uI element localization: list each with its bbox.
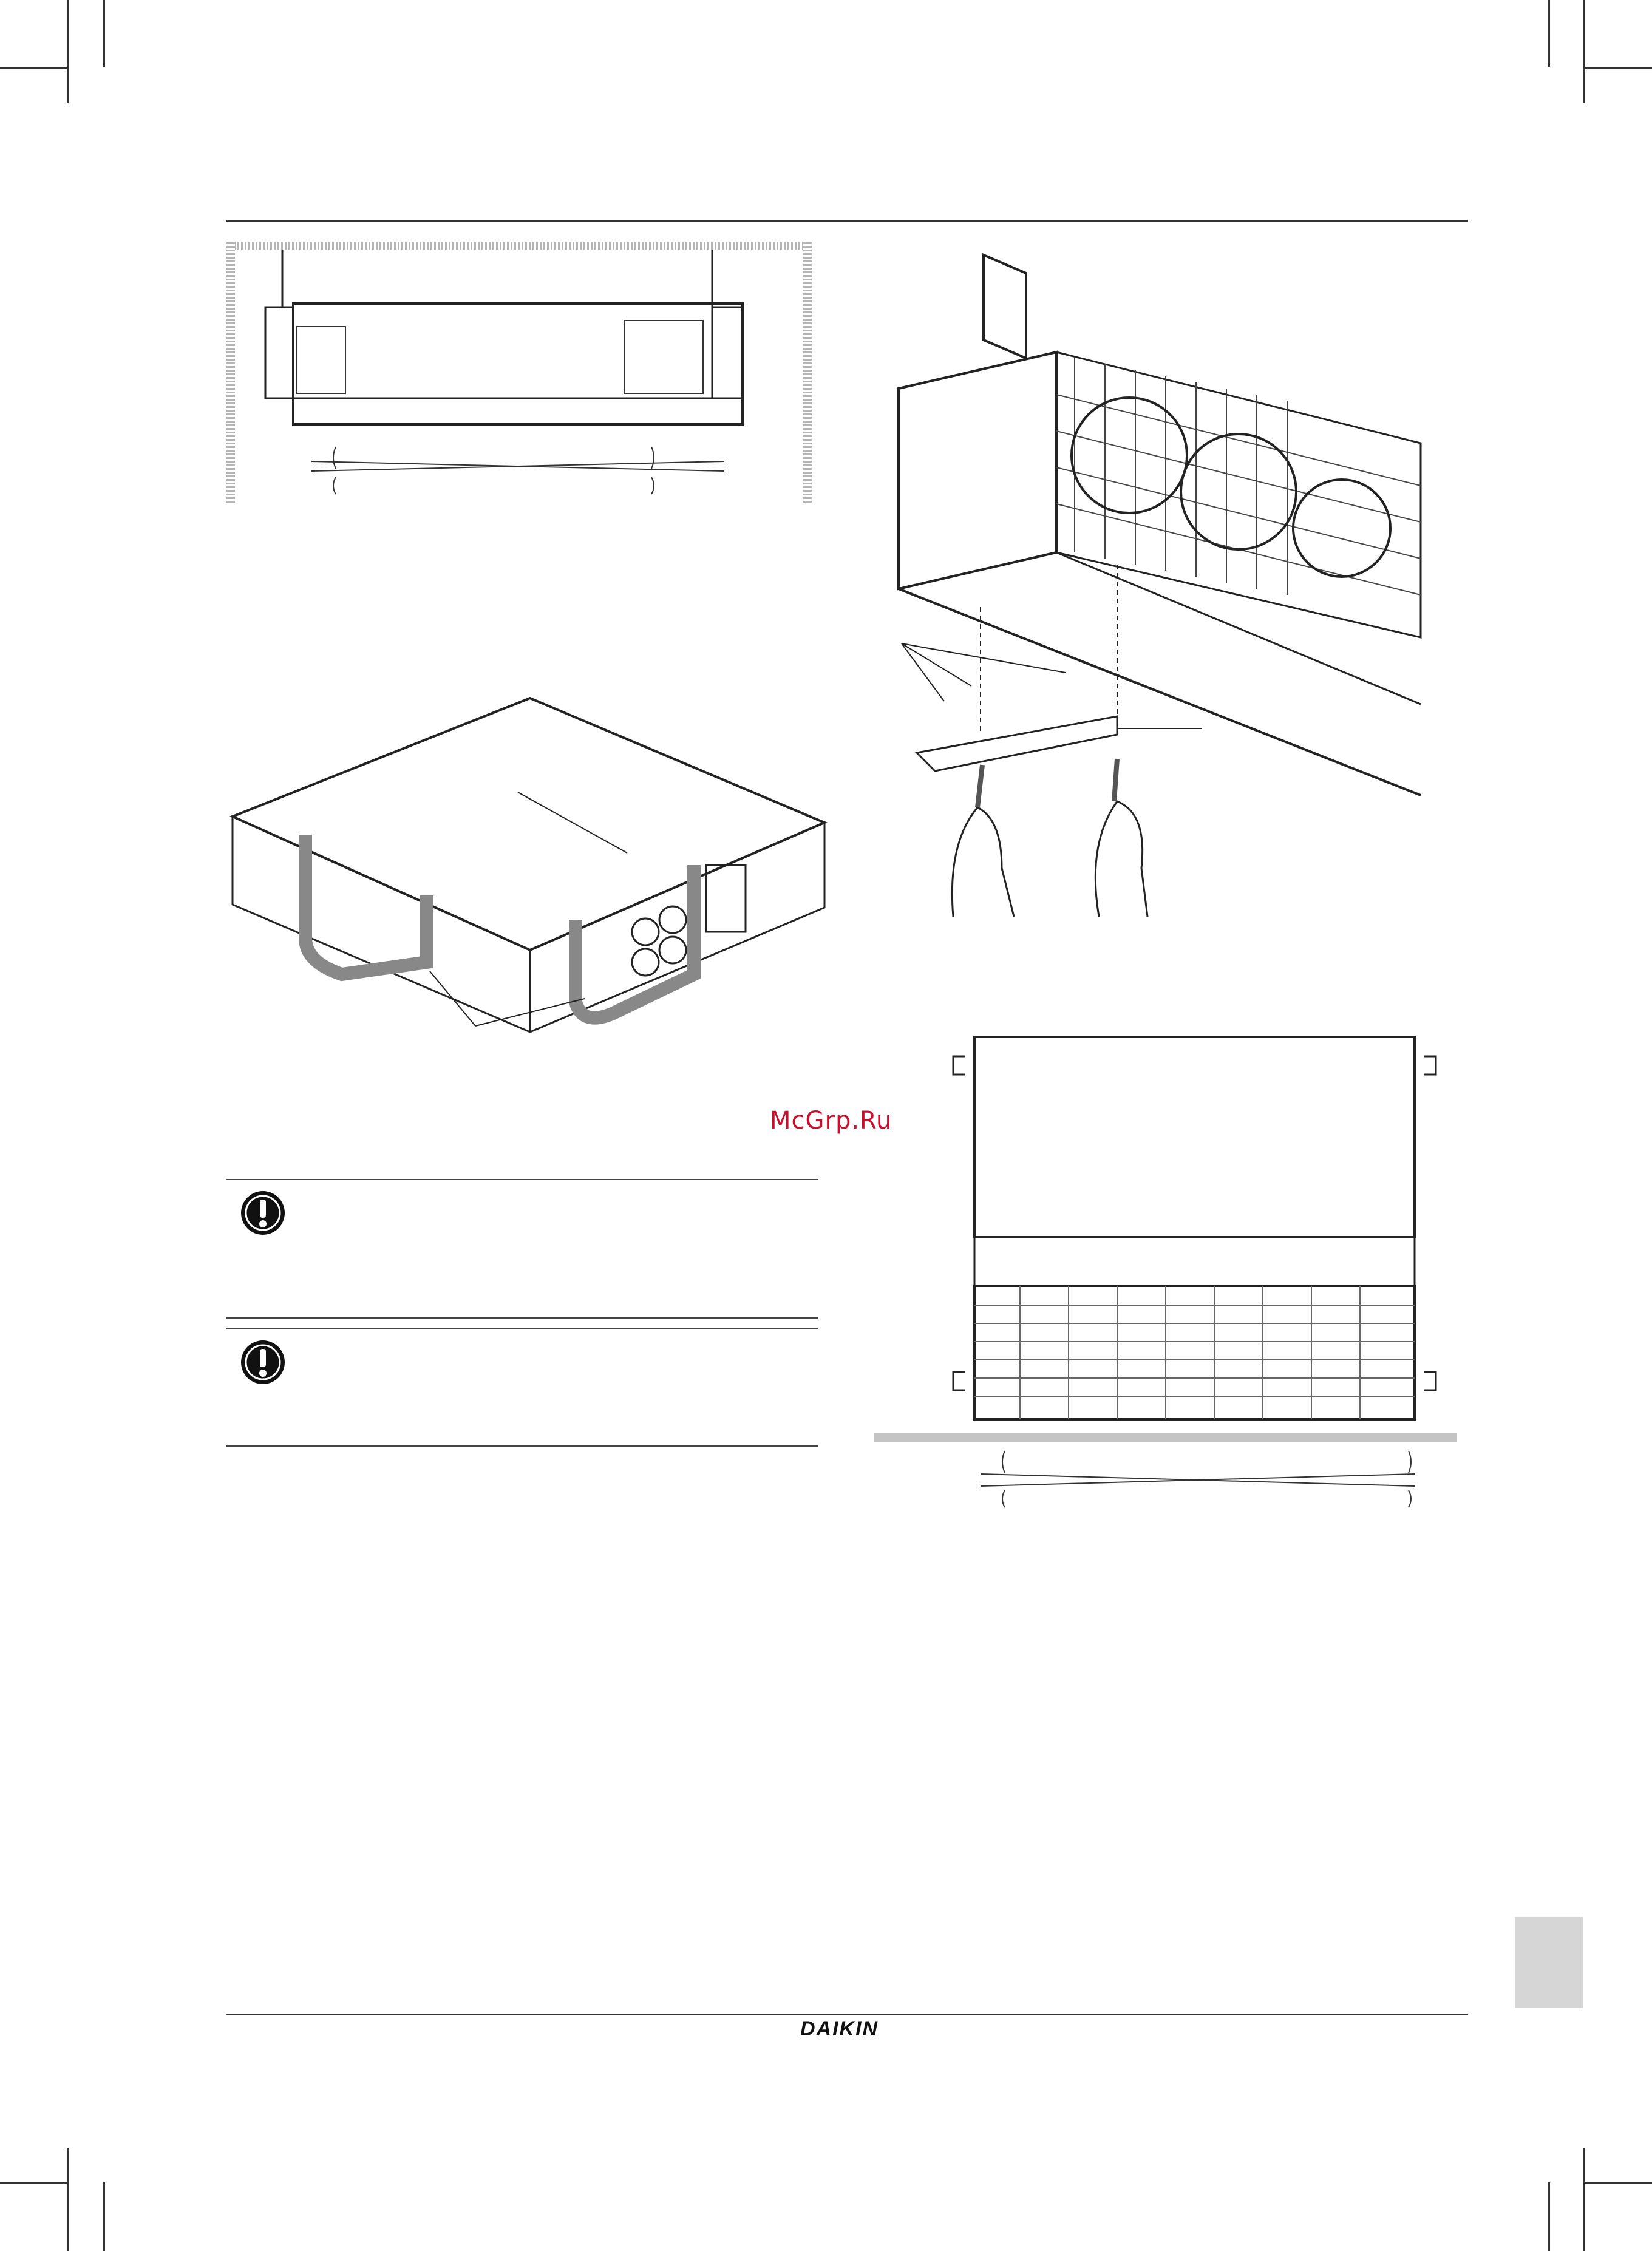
brand-logo: DAIKIN <box>800 2017 879 2040</box>
side-tab <box>1515 1917 1583 2008</box>
notice-box-1 <box>226 1179 818 1319</box>
crop-mark <box>1548 2182 1550 2251</box>
watermark-text: McGrp.Ru <box>770 1107 892 1135</box>
crop-mark <box>103 2182 105 2251</box>
crop-mark <box>67 2148 69 2251</box>
unit-back-drawing <box>874 1032 1457 1518</box>
figure-unit-underside-handle-bracket <box>874 249 1421 944</box>
exclamation-icon <box>240 1339 286 1385</box>
footer-rule <box>226 2014 1468 2015</box>
figure-unit-level-check-front <box>226 242 812 503</box>
unit-underside-drawing <box>874 249 1421 944</box>
crop-mark <box>1583 0 1585 103</box>
notice-box-2 <box>226 1328 818 1447</box>
crop-mark <box>1583 2148 1585 2251</box>
unit-isometric-drawing <box>226 695 824 1032</box>
figure-unit-level-check-back <box>874 1032 1457 1518</box>
exclamation-icon <box>240 1190 286 1236</box>
unit-front-drawing <box>226 242 812 503</box>
crop-mark <box>1583 67 1652 69</box>
crop-mark <box>103 0 105 67</box>
crop-mark <box>67 0 69 103</box>
crop-mark <box>1583 2182 1652 2184</box>
figure-unit-isometric-lifting <box>226 695 824 1032</box>
crop-mark <box>0 2182 67 2184</box>
crop-mark <box>0 67 67 69</box>
header-rule <box>226 220 1468 222</box>
crop-mark <box>1548 0 1550 67</box>
